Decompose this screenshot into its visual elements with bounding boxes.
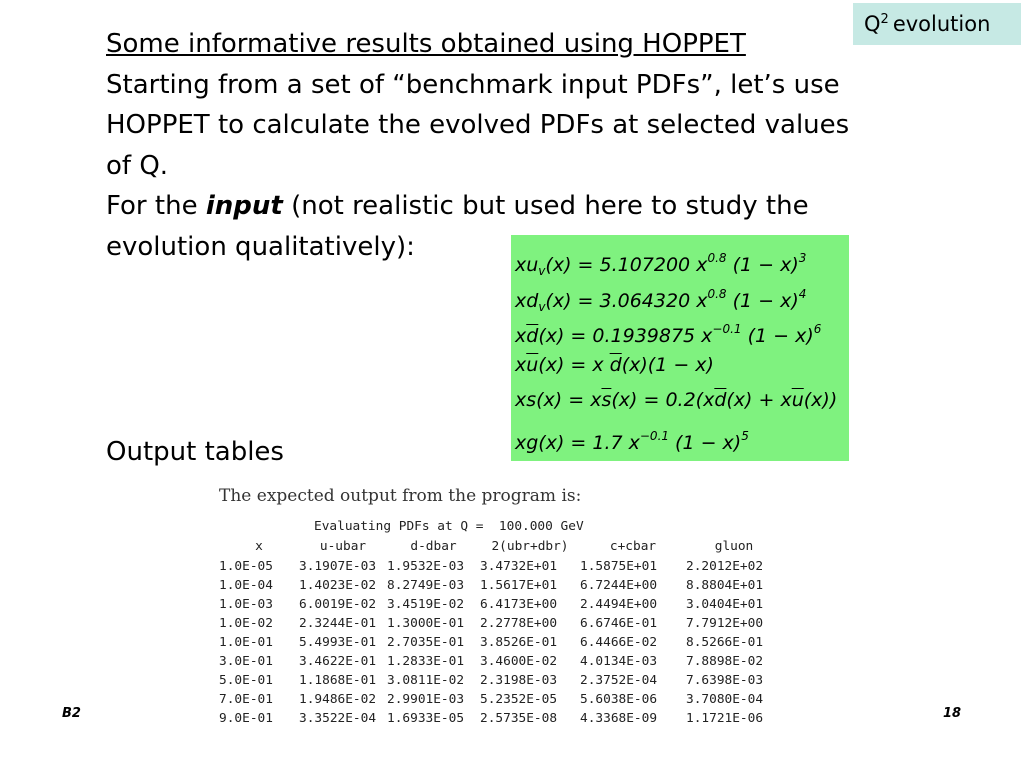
table-cell: 9.0E-01: [219, 711, 273, 726]
table-cell: 2.9901E-03: [387, 692, 465, 707]
table-row: [219, 614, 782, 633]
table-cell: 6.6746E-01: [580, 616, 658, 631]
table-row: [219, 557, 782, 576]
table-cell: 2.2012E+02: [686, 559, 764, 574]
table-cell: 3.4600E-02: [480, 654, 558, 669]
table-cell: 1.0E-01: [219, 635, 273, 650]
table-cell: 1.1721E-06: [686, 711, 764, 726]
tag-rest: evolution: [892, 12, 991, 36]
table-cell: 6.4466E-02: [580, 635, 658, 650]
footer-label: B2: [62, 706, 81, 721]
table-row: [219, 709, 782, 728]
table-cell: 1.1868E-01: [299, 673, 377, 688]
table-cell: 2.2778E+00: [480, 616, 558, 631]
table-cell: 2.3752E-04: [580, 673, 658, 688]
table-row: [219, 595, 782, 614]
body-line-4-pre: For the: [106, 191, 206, 221]
table-header-cell: c+cbar: [609, 539, 657, 554]
table-cell: 5.4993E-01: [299, 635, 377, 650]
slide-heading: Some informative results obtained using HOPPET: [106, 29, 746, 59]
table-body: [219, 557, 782, 728]
expected-output-caption: The expected output from the program is:: [219, 486, 582, 506]
table-cell: 2.3244E-01: [299, 616, 377, 631]
table-cell: 1.6933E-05: [387, 711, 465, 726]
equation-xdv: $xd_v(x) = 3.064320$ $x^{0.8}$ $(1 - x)^4$: [515, 286, 807, 314]
table-cell: 6.7244E+00: [580, 578, 658, 593]
table-cell: 2.7035E-01: [387, 635, 465, 650]
table-cell: 3.1907E-03: [299, 559, 377, 574]
table-cell: 3.4622E-01: [299, 654, 377, 669]
table-cell: 3.0E-01: [219, 654, 273, 669]
table-row: [219, 576, 782, 595]
table-cell: 7.7912E+00: [686, 616, 764, 631]
table-cell: 6.4173E+00: [480, 597, 558, 612]
body-line-1: Starting from a set of “benchmark input PDFs”, let’s use: [106, 69, 840, 100]
table-cell: 1.2833E-01: [387, 654, 465, 669]
slide-body: [106, 24, 906, 267]
tag-q: Q: [864, 12, 881, 36]
table-header-cell: gluon: [714, 539, 754, 554]
table-cell: 8.2749E-03: [387, 578, 465, 593]
table-cell: 1.3000E-01: [387, 616, 465, 631]
table-cell: 3.7080E-04: [686, 692, 764, 707]
table-header-cell: u-ubar: [319, 539, 367, 554]
table-cell: 3.4519E-02: [387, 597, 465, 612]
table-cell: 4.0134E-03: [580, 654, 658, 669]
table-cell: 1.0E-05: [219, 559, 273, 574]
body-line-5: evolution qualitatively):: [106, 231, 415, 262]
table-cell: 1.9486E-02: [299, 692, 377, 707]
table-row: [219, 633, 782, 652]
table-cell: 5.0E-01: [219, 673, 273, 688]
table-row: [219, 652, 782, 671]
table-row: [219, 690, 782, 709]
table-cell: 7.8898E-02: [686, 654, 764, 669]
table-cell: 8.8804E+01: [686, 578, 764, 593]
equations-box: [511, 235, 849, 461]
table-cell: 1.0E-04: [219, 578, 273, 593]
equation-xubar: $x\overline{u}(x) = x$ $\overline{d}(x)(1 - x)$: [515, 353, 714, 376]
body-line-4: [106, 186, 906, 227]
table-cell: 2.5735E-08: [480, 711, 558, 726]
equation-xdbar: $x\overline{d}(x) = 0.1939875$ $x^{-0.1}$ $(1 - x)^6$: [515, 322, 822, 348]
input-emphasis: input: [205, 191, 283, 221]
table-cell: 5.6038E-06: [580, 692, 658, 707]
table-cell: 3.8526E-01: [480, 635, 558, 650]
table-cell: 7.0E-01: [219, 692, 273, 707]
slide-number: 18: [943, 706, 962, 721]
table-cell: 4.3368E-09: [580, 711, 658, 726]
table-header-row: [219, 537, 782, 557]
output-tables-label: Output tables: [106, 437, 284, 467]
equation-xuv: $xu_v(x) = 5.107200$ $x^{0.8}$ $(1 - x)^3$: [515, 251, 807, 278]
table-cell: 1.5617E+01: [480, 578, 558, 593]
body-line-3: of Q.: [106, 150, 169, 181]
tag-superscript: 2: [880, 12, 889, 27]
table-header-cell: x: [255, 539, 263, 554]
table-row: [219, 671, 782, 690]
table-cell: 3.0811E-02: [387, 673, 465, 688]
table-cell: 3.0404E+01: [686, 597, 764, 612]
body-line-4-post: (not realistic but used here to study the: [282, 191, 809, 221]
table-cell: 8.5266E-01: [686, 635, 764, 650]
table-cell: 1.5875E+01: [580, 559, 658, 574]
table-header-cell: 2(ubr+dbr): [491, 539, 569, 554]
table-cell: 2.4494E+00: [580, 597, 658, 612]
table-cell: 1.9532E-03: [387, 559, 465, 574]
body-line-2: HOPPET to calculate the evolved PDFs at selected values: [106, 110, 850, 140]
table-header-cell: d-dbar: [410, 539, 457, 554]
table-cell: 3.4732E+01: [480, 559, 558, 574]
table-cell: 3.3522E-04: [299, 711, 377, 726]
table-title: Evaluating PDFs at Q = 100.000 GeV: [314, 519, 584, 534]
equation-xg: xg(x) = 1.7 $x^{-0.1}$ $(1 - x)^5$: [515, 428, 749, 454]
equation-xs: $xs(x) = x\overline{s}(x) = 0.2(x\overline{d}(x) + x\overline{u}(x))$: [515, 389, 838, 412]
table-cell: 2.3198E-03: [480, 673, 558, 688]
table-cell: 1.0E-03: [219, 597, 273, 612]
table-cell: 6.0019E-02: [299, 597, 377, 612]
pdf-output-table: [219, 517, 782, 728]
table-cell: 1.4023E-02: [299, 578, 377, 593]
table-cell: 5.2352E-05: [480, 692, 558, 707]
table-cell: 1.0E-02: [219, 616, 273, 631]
table-cell: 7.6398E-03: [686, 673, 764, 688]
